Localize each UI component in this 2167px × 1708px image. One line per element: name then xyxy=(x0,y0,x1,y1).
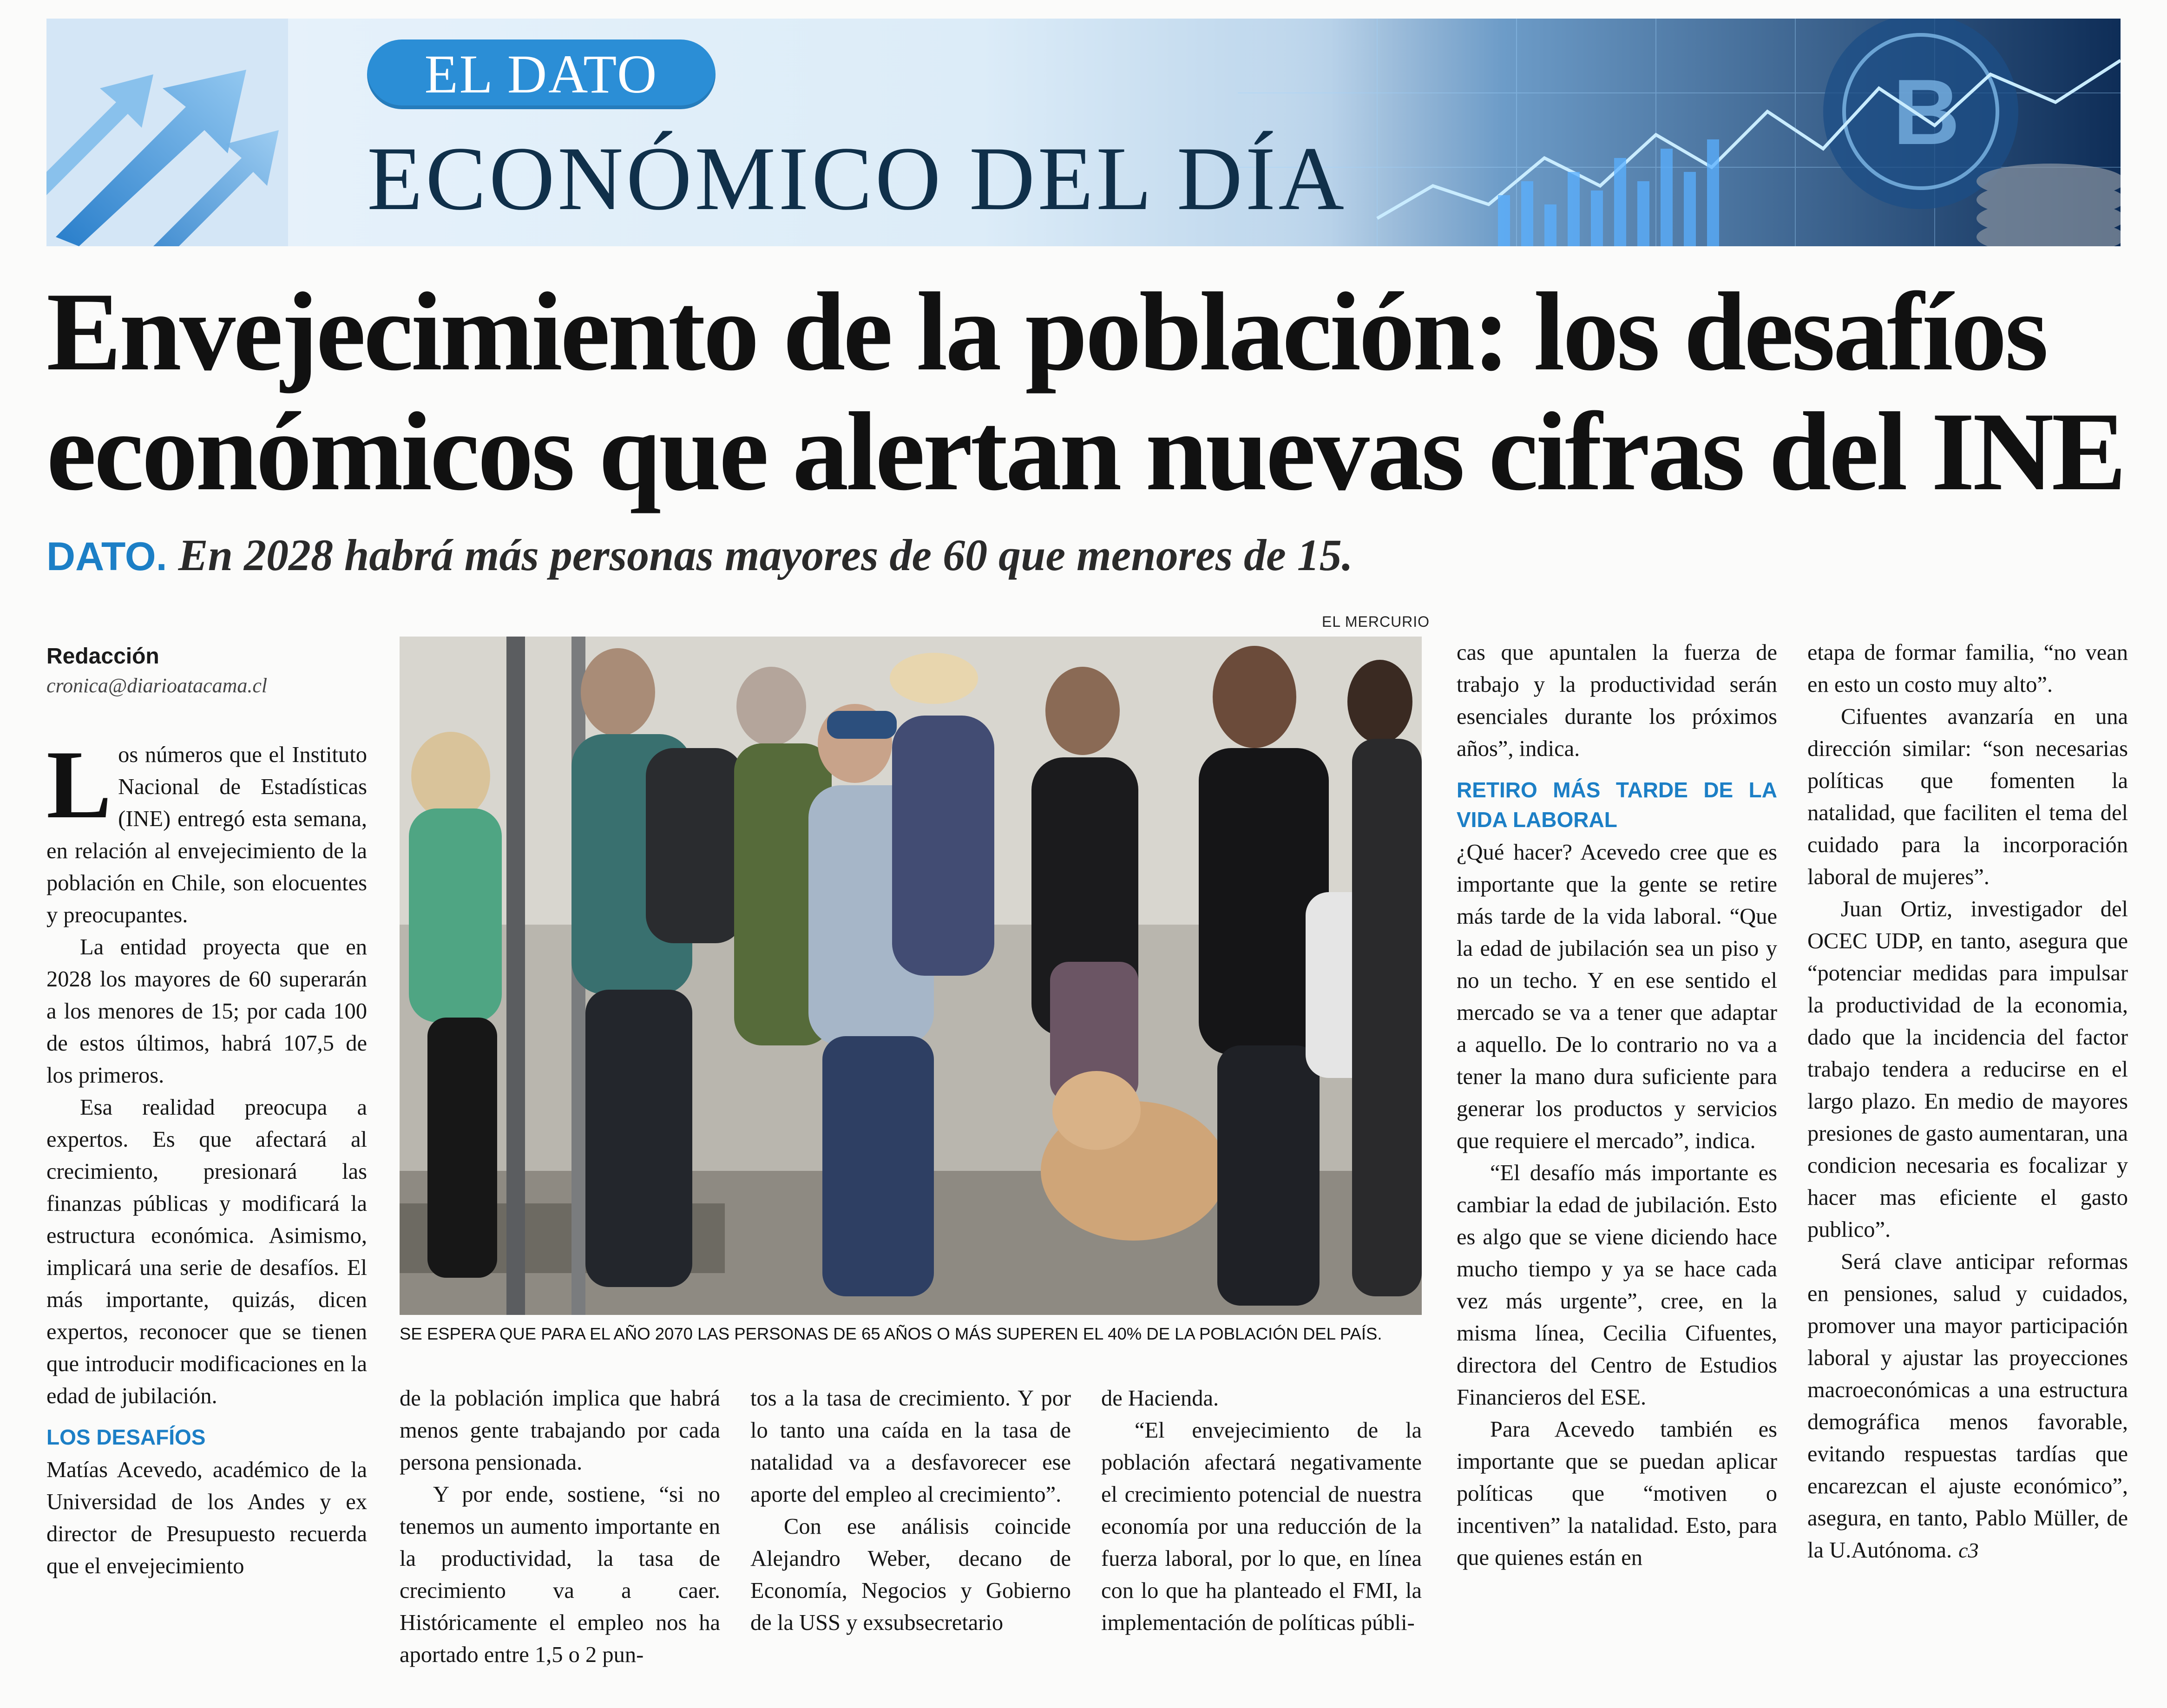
paragraph: Con ese análisis coincide Alejandro Weber, decano de Economía, Negocios y Gobierno de la USS y exsubsecretario xyxy=(750,1514,1071,1635)
dek-text: En 2028 habrá más personas mayores de 60 que menores de 15. xyxy=(178,530,1353,580)
paragraph: Cifuentes avanzaría en una dirección similar: “son necesarias políticas que fomenten la natalidad, que faciliten el tema del cuidado para la incorporación laboral de mujeres”. xyxy=(1807,704,2128,889)
growth-arrows-icon xyxy=(46,19,288,246)
paragraph: ¿Qué hacer? Acevedo cree que es importante que la gente se retire más tarde de la vida laboral. “Que la edad de jubilación sea un piso y no un techo. Y en ese sentido el mercado se va a tener que adaptar a aquello. De lo contrario no va a tener la mano dura suficiente para generar los productos y servicios que requiere el mercado”, indica. xyxy=(1457,840,1777,1153)
paragraph: Esa realidad preocupa a expertos. Es que afectará al crecimiento, presionará las finanzas públicas y modificará la estructura económica. Asimismo, implicará una serie de desafíos. El más importante, quizás, dicen expertos, reconocer que se tienen que introducir modificaciones en la edad de jubilación. xyxy=(46,1095,367,1408)
paragraph xyxy=(1807,1246,2128,1566)
paragraph-text: Será clave anticipar reformas en pensiones, salud y cuidados, promover una mayor participación laboral y ajustar las proyecciones macroeconómicas a una estructura demográfica menos favorable, evitando respuestas tardías que encarezcan el ajuste económico”, asegura, en tanto, Pablo Müller, de la U.Autónoma. xyxy=(1807,1249,2128,1563)
article-column-3 xyxy=(750,1382,1071,1639)
paragraph: tos a la tasa de crecimiento. Y por lo tanto una caída en la tasa de natalidad va a desfavorecer ese aporte del empleo al crecimiento”. xyxy=(750,1386,1071,1507)
paragraph: Para Acevedo también es importante que se puedan aplicar políticas que “motiven o incentiven” la natalidad. Esto, para que quienes están en xyxy=(1457,1417,1777,1570)
drop-cap: L xyxy=(46,731,112,839)
paragraph-text: os números que el Instituto Nacional de Estadísticas (INE) entregó esta semana, en relación al envejecimiento de la población en Chile, son elocuentes y preocupantes. xyxy=(46,742,367,927)
paragraph: Matías Acevedo, académico de la Universidad de los Andes y ex director de Presupuesto recuerda que el envejecimiento xyxy=(46,1458,367,1578)
subhead-los-desafios: LOS DESAFÍOS xyxy=(46,1425,206,1449)
subhead-retiro: RETIRO MÁS TARDE DE LA VIDA LABORAL xyxy=(1457,778,1777,832)
dek-tag: DATO. xyxy=(46,534,167,579)
article-column-1 xyxy=(46,731,367,1582)
photo-credit: EL MERCURIO xyxy=(1322,613,1430,630)
byline-email[interactable]: cronica@diarioatacama.cl xyxy=(46,674,268,697)
end-mark-icon: c3 xyxy=(1958,1538,1979,1562)
svg-text:B: B xyxy=(1893,60,1960,164)
paragraph: La entidad proyecta que en 2028 los mayores de 60 superarán a los menores de 15; por cada 100 de estos últimos, habrá 107,5 de los primeros. xyxy=(46,935,367,1088)
article-column-2 xyxy=(400,1382,720,1671)
paragraph: Juan Ortiz, investigador del OCEC UDP, en tanto, asegura que “potenciar medidas para impulsar la productividad de la economia, dado que la incidencia del factor trabajo tendera a reducirse en el largo plazo. En medio de mayores presiones de gasto aumentaran, una condicion necesaria es focalizar y hacer mas eficiente el gasto publico”. xyxy=(1807,897,2128,1242)
article-headline: Envejecimiento de la población: los desafíos económicos que alertan nuevas cifras del INE xyxy=(46,269,2124,514)
paragraph: “El desafío más importante es cambiar la edad de jubilación. Esto es algo que se viene diciendo hace mucho tiempo y ya se hace cada vez más urgente”, cree, en la misma línea, Cecilia Cifuentes, directora del Centro de Estudios Financieros del ESE. xyxy=(1457,1161,1777,1410)
article-dek xyxy=(46,530,1353,582)
article-column-6 xyxy=(1807,637,2128,1566)
section-title: ECONÓMICO DEL DÍA xyxy=(367,128,1347,229)
paragraph: “El envejecimiento de la población afectará negativamente el crecimiento potencial de nuestra economía por una reducción de la fuerza laboral, por lo que, en línea con lo que ha planteado el FMI, la implementación de políticas públi- xyxy=(1101,1418,1422,1635)
news-photo-pedestrians xyxy=(400,637,1422,1315)
paragraph: etapa de formar familia, “no vean en esto un costo muy alto”. xyxy=(1807,640,2128,697)
article-column-4 xyxy=(1101,1382,1422,1639)
article-column-5 xyxy=(1457,637,1777,1574)
byline-author: Redacción xyxy=(46,644,159,669)
photo-caption: SE ESPERA QUE PARA EL AÑO 2070 LAS PERSONAS DE 65 AÑOS O MÁS SUPEREN EL 40% DE LA POBLACIÓN DEL PAÍS. xyxy=(400,1324,1382,1343)
paragraph: cas que apuntalen la fuerza de trabajo y la productividad serán esenciales durante los próximos años”, indica. xyxy=(1457,640,1777,761)
paragraph: Y por ende, sostiene, “si no tenemos un aumento importante en la productividad, la tasa de crecimiento va a caer. Históricamente el empleo nos ha aportado entre 1,5 o 2 pun- xyxy=(400,1482,720,1667)
paragraph: de Hacienda. xyxy=(1101,1386,1219,1411)
kicker-label: EL DATO xyxy=(424,44,658,105)
paragraph xyxy=(46,731,367,931)
paragraph: de la población implica que habrá menos gente trabajando por cada persona pensionada. xyxy=(400,1386,720,1475)
financial-chart-illustration xyxy=(1238,19,2121,246)
